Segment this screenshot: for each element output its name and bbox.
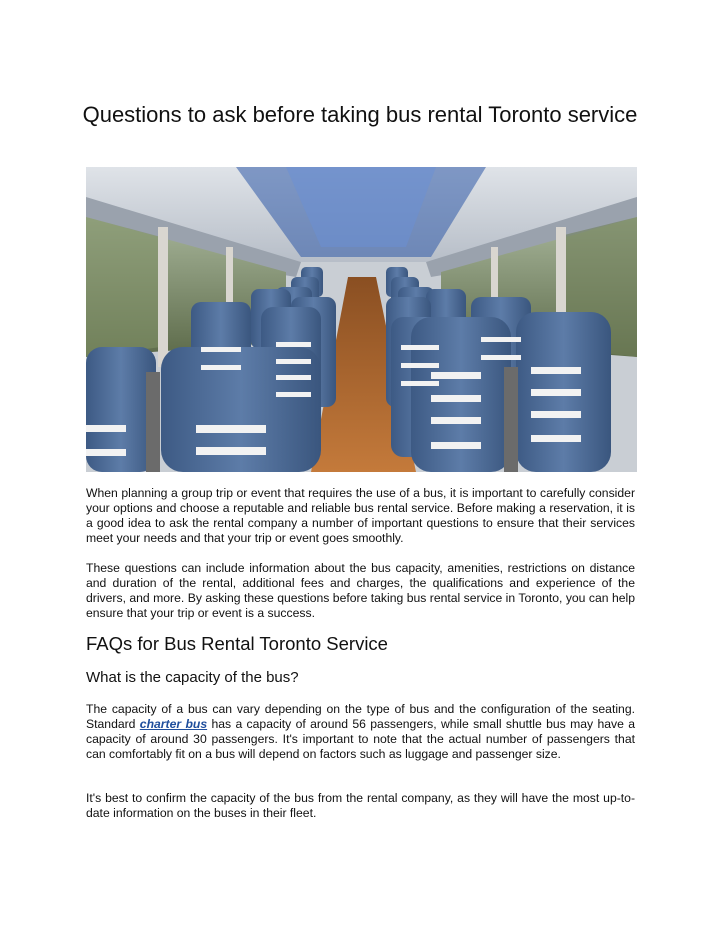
intro-paragraph-1: When planning a group trip or event that requires the use of a bus, it is important to carefully consider your options and choose a reputable and reliable bus rental service. Before making a reservation, it is a good idea to ask the rental company a number of important questions to ensure that their services meet your needs and that your trip or event goes smoothly. xyxy=(86,486,635,545)
charter-bus-link[interactable]: charter bus xyxy=(139,717,208,731)
faq-heading: FAQs for Bus Rental Toronto Service xyxy=(86,633,388,654)
page-title: Questions to ask before taking bus rental Toronto service xyxy=(82,102,638,127)
faq-answer-paragraph-1 xyxy=(86,702,635,762)
faq-question-capacity: What is the capacity of the bus? xyxy=(86,669,299,686)
answer-text-part2: has a capacity of around 56 passengers, while small shuttle bus may have a capacity of around 30 passengers. It's important to note that the actual number of passengers that can comfortably fit on a bus will depend on factors such as luggage and passenger size. xyxy=(86,717,635,761)
intro-paragraph-2: These questions can include information about the bus capacity, amenities, restrictions on distance and duration of the rental, additional fees and charges, the qualifications and experience of the drivers, and more. By asking these questions before taking bus rental service in Toronto, you can help ensure that your trip or event is a success. xyxy=(86,561,635,620)
bus-interior-photo xyxy=(86,167,637,472)
answer-text-part1: The capacity of a bus can vary depending on the type of bus and the configuration of the seating. Standard xyxy=(86,702,635,731)
faq-answer-paragraph-2: It's best to confirm the capacity of the bus from the rental company, as they will have the most up-to-date information on the buses in their fleet. xyxy=(86,791,635,820)
